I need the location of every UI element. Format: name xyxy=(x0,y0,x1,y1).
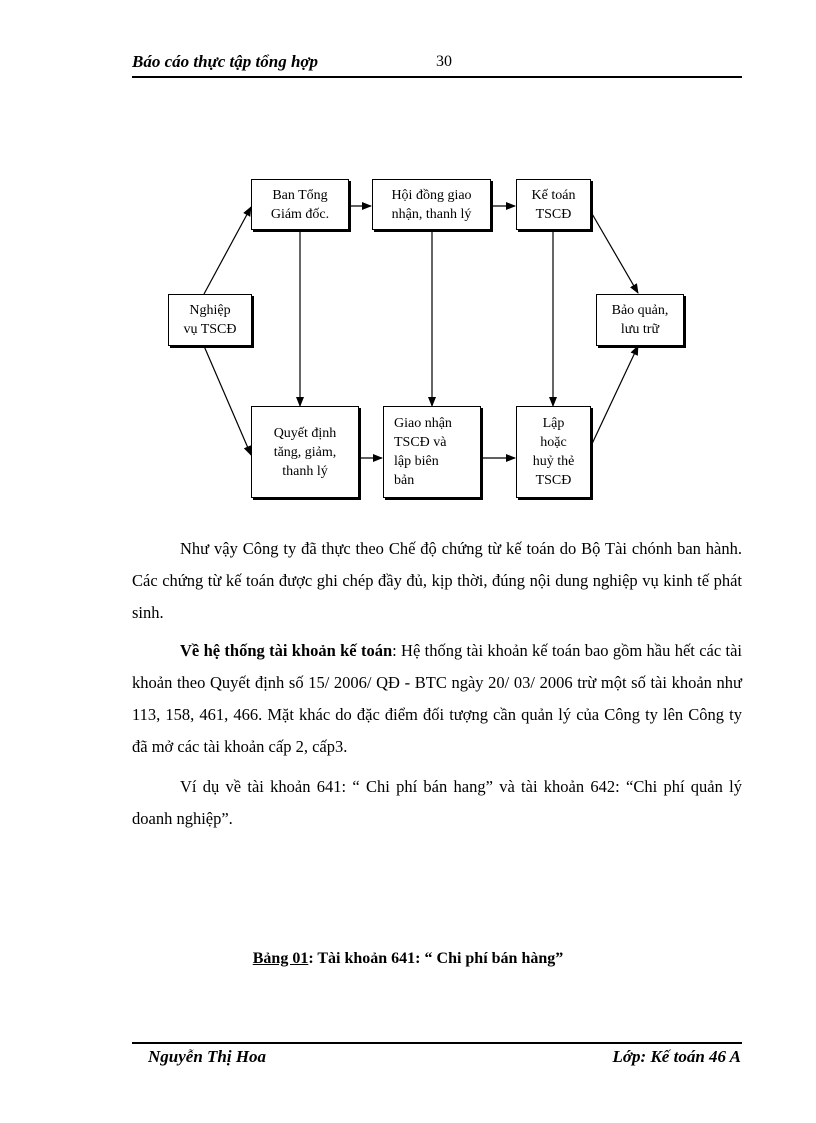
node-quyet-dinh-label: Quyết định tăng, giảm, thanh lý xyxy=(273,425,337,479)
table-caption xyxy=(0,950,816,968)
table-caption-label: Bảng 01 xyxy=(252,950,309,967)
node-bao-quan xyxy=(596,294,684,346)
header-title: Báo cáo thực tập tổng hợp xyxy=(132,52,319,71)
node-bao-quan-label: Bảo quản, lưu trữ xyxy=(611,303,669,337)
paragraph-1-text: Như vậy Công ty đã thực theo Chế độ chứng từ kế toán do Bộ Tài chónh ban hành. Các chứng từ kế toán được ghi chép đầy đủ, kịp thời, đúng nội dung nghiệp vụ kinh tế phát sinh. xyxy=(132,539,742,622)
node-nghiep-vu xyxy=(168,294,252,346)
arrow-lap-to-baoquan xyxy=(591,346,638,446)
paragraph-3 xyxy=(132,771,742,835)
footer-rule xyxy=(132,1042,742,1044)
node-lap-huy-the-label: Lập hoặc huỷ thẻ TSCĐ xyxy=(532,416,575,488)
arrow-nghiepvu-to-ban xyxy=(204,207,251,294)
node-ke-toan-label: Kế toán TSCĐ xyxy=(531,187,576,222)
node-lap-huy-the xyxy=(516,406,591,498)
node-quyet-dinh xyxy=(251,406,359,498)
node-ban-tong-giam-doc xyxy=(251,179,349,230)
table-caption-text: : Tài khoản 641: “ Chi phí bán hàng” xyxy=(308,950,564,967)
node-hoi-dong xyxy=(372,179,491,230)
paragraph-2 xyxy=(132,635,742,763)
paragraph-2-text: : Hệ thống tài khoản kế toán bao gồm hầu hết các tài khoản theo Quyết định số 15/ 2006/ QĐ - BTC ngày 20/ 03/ 2006 trừ một số tài khoản như 113, 158, 461, 466. Mặt khác do đặc điểm đối tượng cần quản lý của Công ty lên Công ty đã mở các tài khoản cấp 2, cấp3. xyxy=(132,641,742,756)
node-giao-nhan xyxy=(383,406,481,498)
arrow-nghiepvu-to-quyetdinh xyxy=(204,346,251,455)
node-ban-tong-giam-doc-label: Ban Tổng Giám đốc. xyxy=(270,187,330,222)
node-ke-toan xyxy=(516,179,591,230)
arrow-ketoan-to-baoquan xyxy=(591,212,638,293)
page-number: 30 xyxy=(436,53,452,70)
footer-author: Nguyễn Thị Hoa xyxy=(148,1047,267,1066)
footer-class: Lớp: Kế toán 46 A xyxy=(612,1047,741,1066)
node-giao-nhan-label: Giao nhận TSCĐ và lập biên bản xyxy=(394,416,452,488)
paragraph-2-label: Về hệ thống tài khoản kế toán xyxy=(180,641,393,660)
paragraph-1 xyxy=(132,533,742,629)
paragraph-3-text: Ví dụ về tài khoản 641: “ Chi phí bán hang” và tài khoản 642: “Chi phí quản lý doanh nghiệp”. xyxy=(132,777,742,828)
node-nghiep-vu-label: Nghiệp vụ TSCĐ xyxy=(183,303,237,337)
node-hoi-dong-label: Hội đồng giao nhận, thanh lý xyxy=(391,187,472,222)
